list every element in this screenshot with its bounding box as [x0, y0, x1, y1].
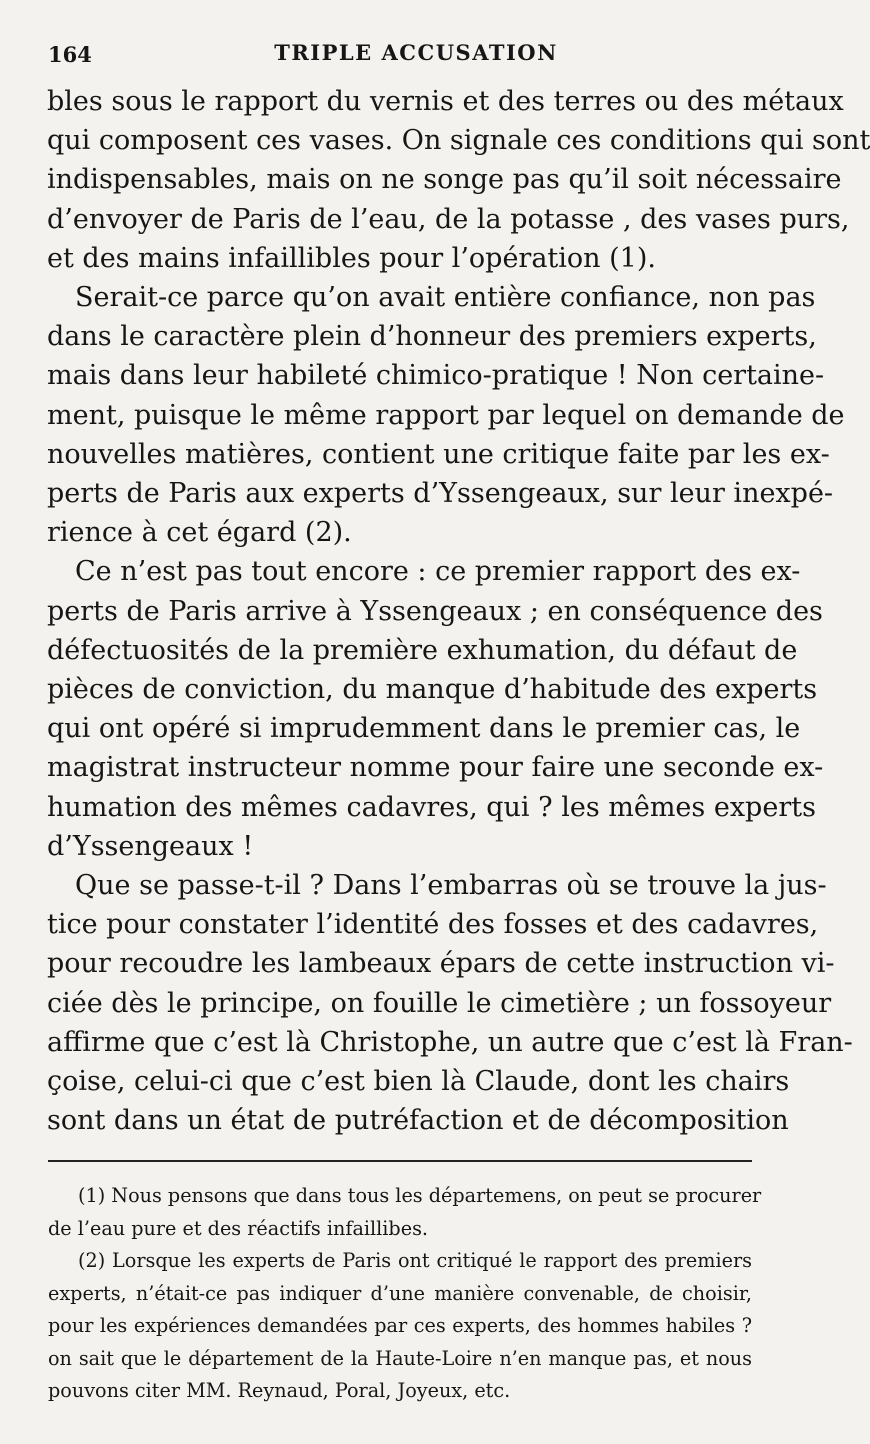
running-title: TRIPLE ACCUSATION: [274, 40, 558, 65]
text-line: perts de Paris arrive à Yssengeaux ; en conséquence des: [47, 595, 823, 627]
text-line: bles sous le rapport du vernis et des terres ou des métaux: [47, 86, 844, 117]
footnote-line: (1) Nous pensons que dans tous les départemens, on peut se procurer: [78, 1184, 762, 1207]
text-line: perts de Paris aux experts d’Yssengeaux, sur leur inexpé-: [47, 478, 834, 510]
text-line: qui composent ces vases. On signale ces conditions qui sont: [47, 125, 870, 157]
text-line: indispensables, mais on ne songe pas qu’il soit nécessaire: [47, 164, 842, 196]
footnote-line: experts, n’était-ce pas indiquer d’une manière convenable, de choisir,: [48, 1281, 752, 1305]
text-line: magistrat instructeur nomme pour faire une seconde ex-: [47, 752, 824, 784]
text-line: ciée dès le principe, on fouille le cimetière ; un fossoyeur: [47, 987, 832, 1019]
footnote-separator-rule: [48, 1160, 752, 1162]
text-line: et des mains infaillibles pour l’opération (1).: [47, 242, 656, 274]
text-line: d’Yssengeaux !: [47, 830, 254, 862]
text-line: Ce n’est pas tout encore : ce premier rapport des ex-: [75, 556, 801, 588]
footnote-line: pour les expériences demandées par ces experts, des hommes habiles ?: [48, 1314, 752, 1337]
text-line: sont dans un état de putréfaction et de décomposition: [47, 1105, 789, 1137]
text-line: Serait-ce parce qu’on avait entière confiance, non pas: [75, 282, 816, 314]
text-line: dans le caractère plein d’honneur des premiers experts,: [47, 321, 817, 353]
text-line: rience à cet égard (2).: [47, 517, 352, 549]
footnotes: [48, 1180, 762, 1408]
page-number: 164: [48, 42, 92, 67]
page-header: [40, 34, 752, 74]
text-line: d’envoyer de Paris de l’eau, de la potasse , des vases purs,: [47, 203, 850, 235]
text-line: çoise, celui-ci que c’est bien là Claude, dont les chairs: [47, 1066, 790, 1098]
footnote-line: (2) Lorsque les experts de Paris ont critiqué le rapport des premiers: [78, 1249, 752, 1272]
footnote-line: on sait que le département de la Haute-Loire n’en manque pas, et nous: [48, 1346, 752, 1370]
text-line: qui ont opéré si imprudemment dans le premier cas, le: [47, 713, 801, 745]
text-line: nouvelles matières, contient une critique faite par les ex-: [47, 438, 830, 470]
body-text: [47, 82, 870, 1140]
text-line: tice pour constater l’identité des fosses et des cadavres,: [47, 909, 819, 941]
footnote-line: de l’eau pure et des réactifs infaillibes.: [48, 1216, 429, 1240]
text-line: pour recoudre les lambeaux épars de cette instruction vi-: [47, 948, 835, 980]
text-line: Que se passe-t-il ? Dans l’embarras où se trouve la jus-: [75, 870, 827, 902]
footnote-line: pouvons citer MM. Reynaud, Poral, Joyeux, etc.: [48, 1379, 511, 1402]
text-line: pièces de conviction, du manque d’habitude des experts: [47, 674, 818, 706]
text-line: affirme que c’est là Christophe, un autre que c’est là Fran-: [47, 1026, 853, 1058]
text-line: défectuosités de la première exhumation, du défaut de: [47, 634, 798, 666]
text-line: humation des mêmes cadavres, qui ? les mêmes experts: [47, 791, 816, 823]
text-line: mais dans leur habileté chimico-pratique ! Non certaine-: [47, 360, 825, 392]
text-line: ment, puisque le même rapport par lequel on demande de: [47, 399, 845, 431]
